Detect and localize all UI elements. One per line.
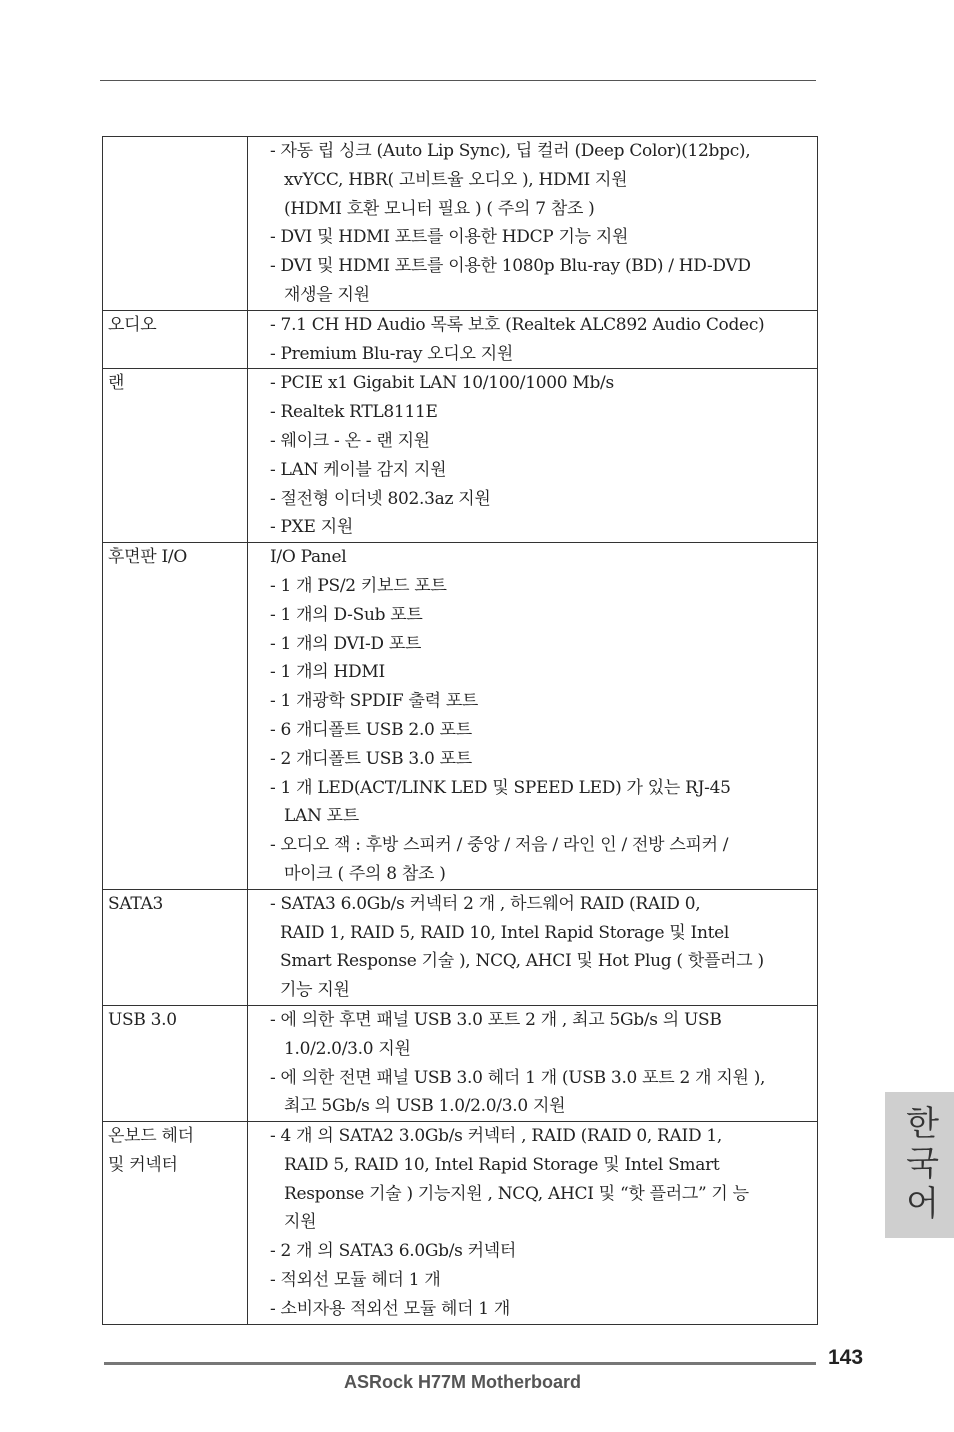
spec-line: 지원 <box>284 1212 317 1233</box>
spec-line: - DVI 및 HDMI 포트를 이용한 HDCP 기능 지원 <box>270 227 629 248</box>
spec-label <box>103 137 248 311</box>
spec-line: 마이크 ( 주의 8 참조 ) <box>284 863 446 884</box>
spec-line: - 1 개의 DVI-D 포트 <box>270 633 422 654</box>
spec-line: - 소비자용 적외선 모듈 헤더 1 개 <box>270 1298 511 1319</box>
spec-line: xvYCC, HBR( 고비트율 오디오 ), HDMI 지원 <box>284 169 628 190</box>
spec-line: - 오디오 잭 : 후방 스피커 / 중앙 / 저음 / 라인 인 / 전방 스피커 / <box>270 835 729 856</box>
spec-label <box>103 543 248 890</box>
spec-line: - 1 개 LED(ACT/LINK LED 및 SPEED LED) 가 있는 RJ-45 <box>270 777 731 798</box>
spec-line: - 4 개 의 SATA2 3.0Gb/s 커넥터 , RAID (RAID 0, RAID 1, <box>270 1126 723 1147</box>
spec-table <box>102 136 818 1325</box>
spec-row <box>103 137 818 311</box>
spec-line: 최고 5Gb/s 의 USB 1.0/2.0/3.0 지원 <box>284 1096 566 1117</box>
spec-value <box>248 369 818 543</box>
spec-label <box>103 1005 248 1121</box>
spec-line: - 에 의한 전면 패널 USB 3.0 헤더 1 개 (USB 3.0 포트 2 개 지원 ), <box>270 1067 766 1088</box>
spec-line: 기능 지원 <box>280 980 350 1001</box>
spec-line: - 2 개 의 SATA3 6.0Gb/s 커넥터 <box>270 1241 517 1262</box>
spec-line: - DVI 및 HDMI 포트를 이용한 1080p Blu-ray (BD) / HD-DVD <box>270 256 751 277</box>
spec-label <box>103 369 248 543</box>
spec-label-line: USB 3.0 <box>108 1009 177 1030</box>
spec-line: - 적외선 모듈 헤더 1 개 <box>270 1270 441 1291</box>
spec-line: (HDMI 호환 모니터 필요 ) ( 주의 7 참조 ) <box>284 198 595 219</box>
spec-row <box>103 310 818 369</box>
spec-label-line: 후면판 I/O <box>108 547 187 568</box>
spec-line: - 1 개 PS/2 키보드 포트 <box>270 575 447 596</box>
spec-line: - 6 개디폴트 USB 2.0 포트 <box>270 719 472 740</box>
spec-line: I/O Panel <box>270 547 347 568</box>
spec-label-line: SATA3 <box>108 893 163 914</box>
spec-value <box>248 543 818 890</box>
spec-line: Response 기술 ) 기능지원 , NCQ, AHCI 및 “핫 플러그” 기 능 <box>284 1183 749 1204</box>
language-label: 한국어 <box>899 1105 939 1225</box>
spec-line: - Realtek RTL8111E <box>270 402 438 423</box>
spec-line: - 2 개디폴트 USB 3.0 포트 <box>270 748 472 769</box>
spec-label-line: 랜 <box>108 373 125 394</box>
spec-line: 1.0/2.0/3.0 지원 <box>284 1038 411 1059</box>
spec-line: Smart Response 기술 ), NCQ, AHCI 및 Hot Plug ( 핫플러그 ) <box>280 951 764 972</box>
spec-line: 재생을 지원 <box>284 284 370 305</box>
spec-line: - 7.1 CH HD Audio 목록 보호 (Realtek ALC892 Audio Codec) <box>270 314 765 335</box>
spec-label <box>103 889 248 1005</box>
spec-row <box>103 1005 818 1121</box>
spec-value <box>248 889 818 1005</box>
footer-brand: ASRock H77M Motherboard <box>344 1372 582 1392</box>
spec-value <box>248 137 818 311</box>
top-rule <box>100 80 816 81</box>
spec-row <box>103 889 818 1005</box>
spec-row <box>103 1122 818 1325</box>
spec-label <box>103 1122 248 1325</box>
spec-line: - 1 개의 HDMI <box>270 662 385 683</box>
spec-line: - 웨이크 - 온 - 랜 지원 <box>270 430 430 451</box>
spec-line: RAID 1, RAID 5, RAID 10, Intel Rapid Storage 및 Intel <box>280 922 730 943</box>
spec-line: - 1 개의 D-Sub 포트 <box>270 604 423 625</box>
spec-line: - SATA3 6.0Gb/s 커넥터 2 개 , 하드웨어 RAID (RAID 0, <box>270 893 701 914</box>
spec-line: - 자동 립 싱크 (Auto Lip Sync), 딥 컬러 (Deep Color)(12bpc), <box>270 141 751 161</box>
bottom-rule <box>104 1362 816 1365</box>
page-number: 143 <box>828 1346 864 1369</box>
spec-value <box>248 310 818 369</box>
spec-line: RAID 5, RAID 10, Intel Rapid Storage 및 Intel Smart <box>284 1154 720 1175</box>
spec-line: - 절전형 이더넷 802.3az 지원 <box>270 488 491 509</box>
spec-row <box>103 369 818 543</box>
spec-line: - Premium Blu-ray 오디오 지원 <box>270 343 514 364</box>
spec-line: - PCIE x1 Gigabit LAN 10/100/1000 Mb/s <box>270 373 614 394</box>
spec-line: - 1 개광학 SPDIF 출력 포트 <box>270 691 479 712</box>
spec-label-line: 온보드 헤더 <box>108 1126 194 1147</box>
spec-line: - LAN 케이블 감지 지원 <box>270 459 447 480</box>
spec-row <box>103 543 818 890</box>
spec-line: LAN 포트 <box>284 806 359 827</box>
spec-label-line: 및 커넥터 <box>108 1154 178 1175</box>
spec-value <box>248 1005 818 1121</box>
language-side-tab <box>885 1092 954 1238</box>
spec-line: - PXE 지원 <box>270 517 353 538</box>
spec-line: - 에 의한 후면 패널 USB 3.0 포트 2 개 , 최고 5Gb/s 의 USB <box>270 1009 722 1030</box>
spec-label-line: 오디오 <box>108 314 157 335</box>
spec-value <box>248 1122 818 1325</box>
spec-label <box>103 310 248 369</box>
